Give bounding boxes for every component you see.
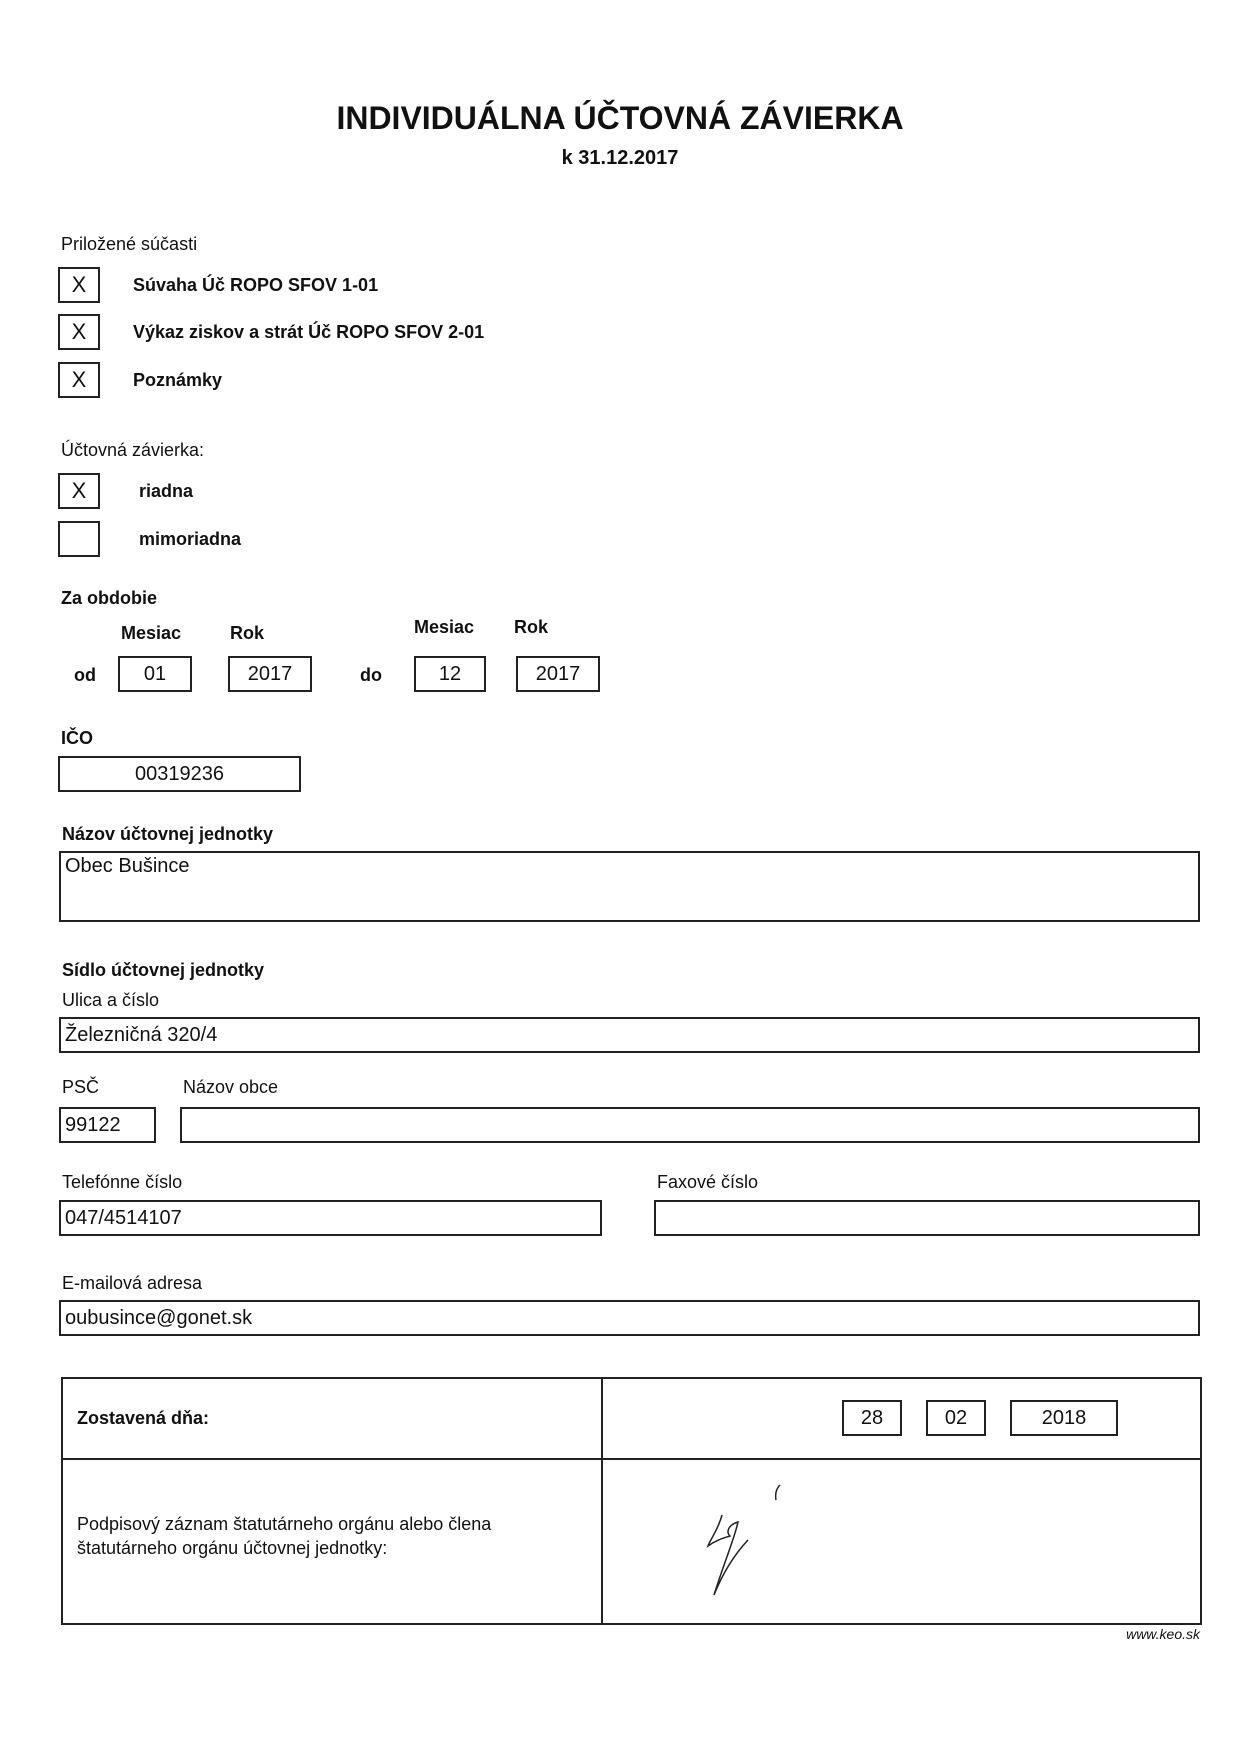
- closing-label-mimoriadna: mimoriadna: [139, 529, 242, 549]
- compiled-year-field[interactable]: 2018: [1010, 1400, 1118, 1436]
- to-year-field[interactable]: 2017: [516, 656, 600, 692]
- from-year-label: Rok: [230, 623, 265, 643]
- table-row-divider: [61, 1458, 1202, 1460]
- street-label: Ulica a číslo: [62, 990, 160, 1010]
- ico-label: IČO: [61, 728, 94, 748]
- from-year-field[interactable]: 2017: [228, 656, 312, 692]
- phone-label: Telefónne číslo: [62, 1172, 183, 1192]
- attachment-label-poznamky: Poznámky: [133, 370, 223, 390]
- closing-label-riadna: riadna: [139, 481, 194, 501]
- footer-website: www.keo.sk: [1126, 1626, 1200, 1642]
- compiled-label: Zostavená dňa:: [77, 1408, 210, 1428]
- table-column-divider: [601, 1377, 603, 1625]
- closing-type-label: Účtovná závierka:: [61, 440, 205, 460]
- page-title: INDIVIDUÁLNA ÚČTOVNÁ ZÁVIERKA: [336, 100, 904, 136]
- to-year-label: Rok: [514, 617, 549, 637]
- seat-label: Sídlo účtovnej jednotky: [62, 960, 265, 980]
- attachment-checkbox-poznamky[interactable]: X: [58, 362, 100, 398]
- compiled-month-field[interactable]: 02: [926, 1400, 986, 1436]
- closing-checkbox-riadna[interactable]: X: [58, 473, 100, 509]
- email-field[interactable]: oubusince@gonet.sk: [59, 1300, 1200, 1336]
- closing-checkbox-mimoriadna[interactable]: [58, 521, 100, 557]
- attachment-label-suvaha: Súvaha Úč ROPO SFOV 1-01: [133, 275, 379, 295]
- signature-image: [700, 1480, 800, 1605]
- from-month-label: Mesiac: [121, 623, 182, 643]
- fax-field[interactable]: [654, 1200, 1200, 1236]
- fax-label: Faxové číslo: [657, 1172, 759, 1192]
- attachments-label: Priložené súčasti: [61, 234, 198, 254]
- from-month-field[interactable]: 01: [118, 656, 192, 692]
- ico-field[interactable]: 00319236: [58, 756, 301, 792]
- town-field[interactable]: [180, 1107, 1200, 1143]
- to-label: do: [360, 665, 382, 685]
- attachment-label-vykaz: Výkaz ziskov a strát Úč ROPO SFOV 2-01: [133, 322, 485, 342]
- phone-field[interactable]: 047/4514107: [59, 1200, 602, 1236]
- street-field[interactable]: Železničná 320/4: [59, 1017, 1200, 1053]
- name-label: Názov účtovnej jednotky: [62, 824, 274, 844]
- email-label: E-mailová adresa: [62, 1273, 203, 1293]
- signature-label: Podpisový záznam štatutárneho orgánu alebo člena štatutárneho orgánu účtovnej jednotky:: [77, 1514, 492, 1558]
- town-label: Názov obce: [183, 1077, 279, 1097]
- period-label: Za obdobie: [61, 588, 157, 608]
- from-label: od: [74, 665, 96, 685]
- page-subtitle: k 31.12.2017: [561, 147, 679, 169]
- to-month-label: Mesiac: [414, 617, 475, 637]
- compiled-day-field[interactable]: 28: [842, 1400, 902, 1436]
- attachment-checkbox-suvaha[interactable]: X: [58, 267, 100, 303]
- psc-field[interactable]: 99122: [59, 1107, 156, 1143]
- name-field[interactable]: Obec Bušince: [59, 851, 1200, 922]
- psc-label: PSČ: [62, 1077, 100, 1097]
- to-month-field[interactable]: 12: [414, 656, 486, 692]
- attachment-checkbox-vykaz[interactable]: X: [58, 314, 100, 350]
